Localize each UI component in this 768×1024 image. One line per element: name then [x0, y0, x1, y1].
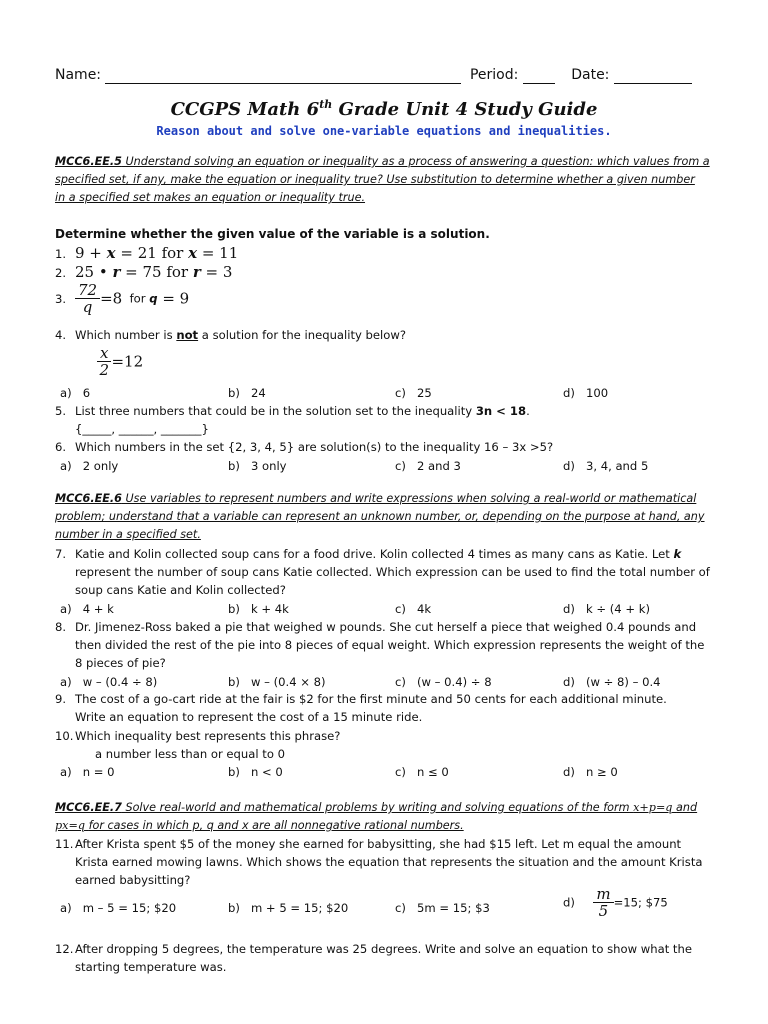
option-a[interactable]: a) 6	[60, 386, 91, 400]
q8-text: Dr. Jimenez-Ross baked a pie that weighed w pounds. She cut herself a piece that weighed 0.4 pounds and	[75, 620, 697, 634]
q2-var: r	[112, 263, 121, 281]
fraction-denominator: q	[82, 298, 93, 316]
standard-line: number in a specified set.	[55, 528, 201, 541]
question-number: 9.	[55, 692, 67, 706]
q5-text: List three numbers that could be in the solution set to the inequality	[75, 404, 476, 418]
question-number: 3.	[55, 291, 67, 306]
option-b[interactable]: b) 24	[228, 386, 266, 400]
standard-line: Solve real-world and mathematical problems by writing and solving equations of the form	[125, 801, 630, 814]
q6-options	[60, 457, 740, 475]
question-number: 6.	[55, 440, 67, 454]
q7-text: soup cans Katie and Kolin collected?	[75, 583, 286, 597]
option-b[interactable]: b) w – (0.4 × 8)	[228, 675, 326, 689]
fraction-denominator: 5	[598, 902, 609, 920]
q10-options	[60, 763, 740, 781]
option-d[interactable]: d) k ÷ (4 + k)	[563, 602, 650, 616]
q1-text: 9 +	[75, 244, 107, 262]
option-c[interactable]: c) 5m = 15; $3	[395, 901, 490, 915]
q3-val: = 9	[157, 289, 190, 308]
question-number: 4.	[55, 328, 67, 342]
q4-inequality	[97, 345, 143, 378]
q5-blanks[interactable]: {_____, ______, _______}	[75, 422, 209, 436]
q11-text: Krista earned mowing lawns. Which shows the equation that represents the situation and the amount Krista	[75, 855, 703, 869]
question-10	[55, 727, 340, 763]
option-a[interactable]: a) 2 only	[60, 459, 119, 473]
option-b[interactable]: b) 3 only	[228, 459, 287, 473]
q3-eq: =8	[100, 289, 123, 308]
question-2	[55, 263, 232, 282]
q4-fraction	[97, 345, 111, 378]
option-d[interactable]: d) (w ÷ 8) – 0.4	[563, 675, 661, 689]
standard-line: problem; understand that a variable can represent an unknown number, or, depending on the purpose at hand, any	[55, 510, 705, 523]
q7-text: Katie and Kolin collected soup cans for a food drive. Kolin collected 4 times as many cans as Katie. Let	[75, 547, 674, 561]
standard-line: for cases in which p, q and x are all nonnegative rational numbers.	[88, 819, 464, 832]
q11-text: earned babysitting?	[75, 873, 191, 887]
standard-line: and	[676, 801, 698, 814]
q12-text: After dropping 5 degrees, the temperature was 25 degrees. Write and solve an equation to show what the	[75, 942, 692, 956]
option-d[interactable]: d) $\frac{m}{5}$ =15; $75	[563, 885, 668, 920]
question-number: 2.	[55, 266, 67, 280]
option-d[interactable]: d) 3, 4, and 5	[563, 459, 649, 473]
question-number: 10.	[55, 729, 74, 743]
option-c[interactable]: c) (w – 0.4) ÷ 8	[395, 675, 492, 689]
header-row	[55, 66, 692, 84]
q1-text: = 11	[197, 244, 239, 262]
option-c[interactable]: c) 4k	[395, 602, 432, 616]
question-6	[55, 438, 553, 456]
q2-text: = 3	[200, 263, 233, 281]
question-11	[55, 835, 702, 889]
option-b[interactable]: b) m + 5 = 15; $20	[228, 901, 349, 915]
standard-line: specified set, if any, make the equation or inequality true? Use substitution to determine whether a given number	[55, 173, 695, 186]
option-b[interactable]: b) k + 4k	[228, 602, 289, 616]
q3-var: q	[149, 291, 158, 306]
question-3	[55, 282, 189, 315]
standard-ee7	[55, 799, 697, 835]
question-9	[55, 690, 667, 726]
period-label: Period:	[469, 67, 519, 83]
fraction-numerator: m	[593, 886, 613, 903]
standard-code: MCC6.EE.7	[55, 801, 122, 814]
standard-ee6	[55, 490, 705, 544]
q2-text: 25 •	[75, 263, 113, 281]
option-c[interactable]: c) 2 and 3	[395, 459, 461, 473]
name-blank[interactable]	[105, 69, 461, 84]
page-subtitle: Reason about and solve one-variable equations and inequalities.	[156, 124, 612, 138]
question-8	[55, 618, 704, 672]
section-heading: Determine whether the given value of the variable is a solution.	[55, 227, 490, 241]
standard-line: Understand solving an equation or inequality as a process of answering a question: which values from a	[125, 155, 710, 168]
question-4	[55, 326, 406, 344]
question-number: 1.	[55, 247, 67, 261]
date-blank[interactable]	[614, 69, 692, 84]
q8-text: then divided the rest of the pie into 8 pieces of equal weight. Which expression represents the weight of the	[75, 638, 705, 652]
q12-text: starting temperature was.	[75, 960, 227, 974]
q4-text: a solution for the inequality below?	[198, 328, 406, 342]
q4-text: Which number is	[75, 328, 177, 342]
option-a[interactable]: a) n = 0	[60, 765, 115, 779]
q3-fraction	[75, 282, 100, 315]
q11-fraction	[593, 886, 613, 919]
q4-eq: =12	[111, 352, 144, 371]
name-label: Name:	[55, 67, 102, 83]
q6-text: Which numbers in the set {2, 3, 4, 5} are solution(s) to the inequality 16 – 3x >5?	[75, 440, 554, 454]
standard-form: px=q	[55, 819, 86, 832]
q8-text: 8 pieces of pie?	[75, 656, 166, 670]
q4-options	[60, 384, 740, 402]
q5-end: .	[526, 404, 530, 418]
question-number: 8.	[55, 620, 67, 634]
q4-not: not	[176, 328, 199, 342]
option-a[interactable]: a) w – (0.4 ÷ 8)	[60, 675, 158, 689]
period-blank[interactable]	[523, 69, 555, 84]
title-sup: th	[319, 98, 333, 111]
q1-text: = 21 for	[115, 244, 189, 262]
option-c[interactable]: c) 25	[395, 386, 432, 400]
question-number: 12.	[55, 942, 74, 956]
question-number: 5.	[55, 404, 67, 418]
question-number: 7.	[55, 547, 67, 561]
q11-text: After Krista spent $5 of the money she earned for babysitting, she had $15 left. Let m equal the amount	[75, 837, 682, 851]
option-d[interactable]: d) n ≥ 0	[563, 765, 618, 779]
title-prefix: CCGPS Math 6	[170, 99, 320, 120]
q2-var: r	[192, 263, 201, 281]
standard-code: MCC6.EE.6	[55, 492, 122, 505]
q1-var: x	[188, 244, 198, 262]
q11-options	[60, 886, 740, 930]
standard-form: x+p=q	[633, 801, 673, 814]
standard-line: in a specified set makes an equation or inequality true.	[55, 191, 366, 204]
q10-text: Which inequality best represents this phrase?	[75, 729, 341, 743]
fraction-denominator: 2	[99, 361, 109, 379]
q9-text: Write an equation to represent the cost of a 15 minute ride.	[75, 710, 423, 724]
date-label: Date:	[571, 67, 610, 83]
option-a[interactable]: a) m – 5 = 15; $20	[60, 901, 177, 915]
standard-line: Use variables to represent numbers and write expressions when solving a real-world or mathematical	[125, 492, 697, 505]
question-7	[55, 545, 710, 599]
q2-text: = 75 for	[120, 263, 193, 281]
fraction-numerator: 72	[75, 282, 100, 299]
question-5	[55, 402, 530, 420]
question-number: 11.	[55, 837, 74, 851]
q1-var: x	[106, 244, 116, 262]
option-b[interactable]: b) n < 0	[228, 765, 283, 779]
option-c[interactable]: c) n ≤ 0	[395, 765, 449, 779]
q8-options	[60, 673, 740, 691]
standard-ee5	[55, 153, 710, 207]
q9-text: The cost of a go-cart ride at the fair is $2 for the first minute and 50 cents for each additional minute.	[75, 692, 667, 706]
title-suffix: Grade Unit 4 Study Guide	[332, 99, 598, 120]
q10-text: a number less than or equal to 0	[95, 747, 285, 761]
page-title	[0, 98, 768, 120]
standard-code: MCC6.EE.5	[55, 155, 122, 168]
q5-inequality: 3n < 18	[475, 404, 527, 418]
q11-d-rest: =15; $75	[613, 895, 668, 910]
option-d[interactable]: d) 100	[563, 386, 609, 400]
fraction-numerator: x	[97, 345, 111, 362]
option-a[interactable]: a) 4 + k	[60, 602, 114, 616]
q7-options	[60, 600, 740, 618]
q7-text: represent the number of soup cans Katie collected. Which expression can be used to find the total number of	[75, 565, 710, 579]
question-1	[55, 244, 238, 263]
q7-var: k	[673, 547, 682, 561]
question-12	[55, 940, 692, 976]
q3-for: for	[129, 291, 150, 306]
